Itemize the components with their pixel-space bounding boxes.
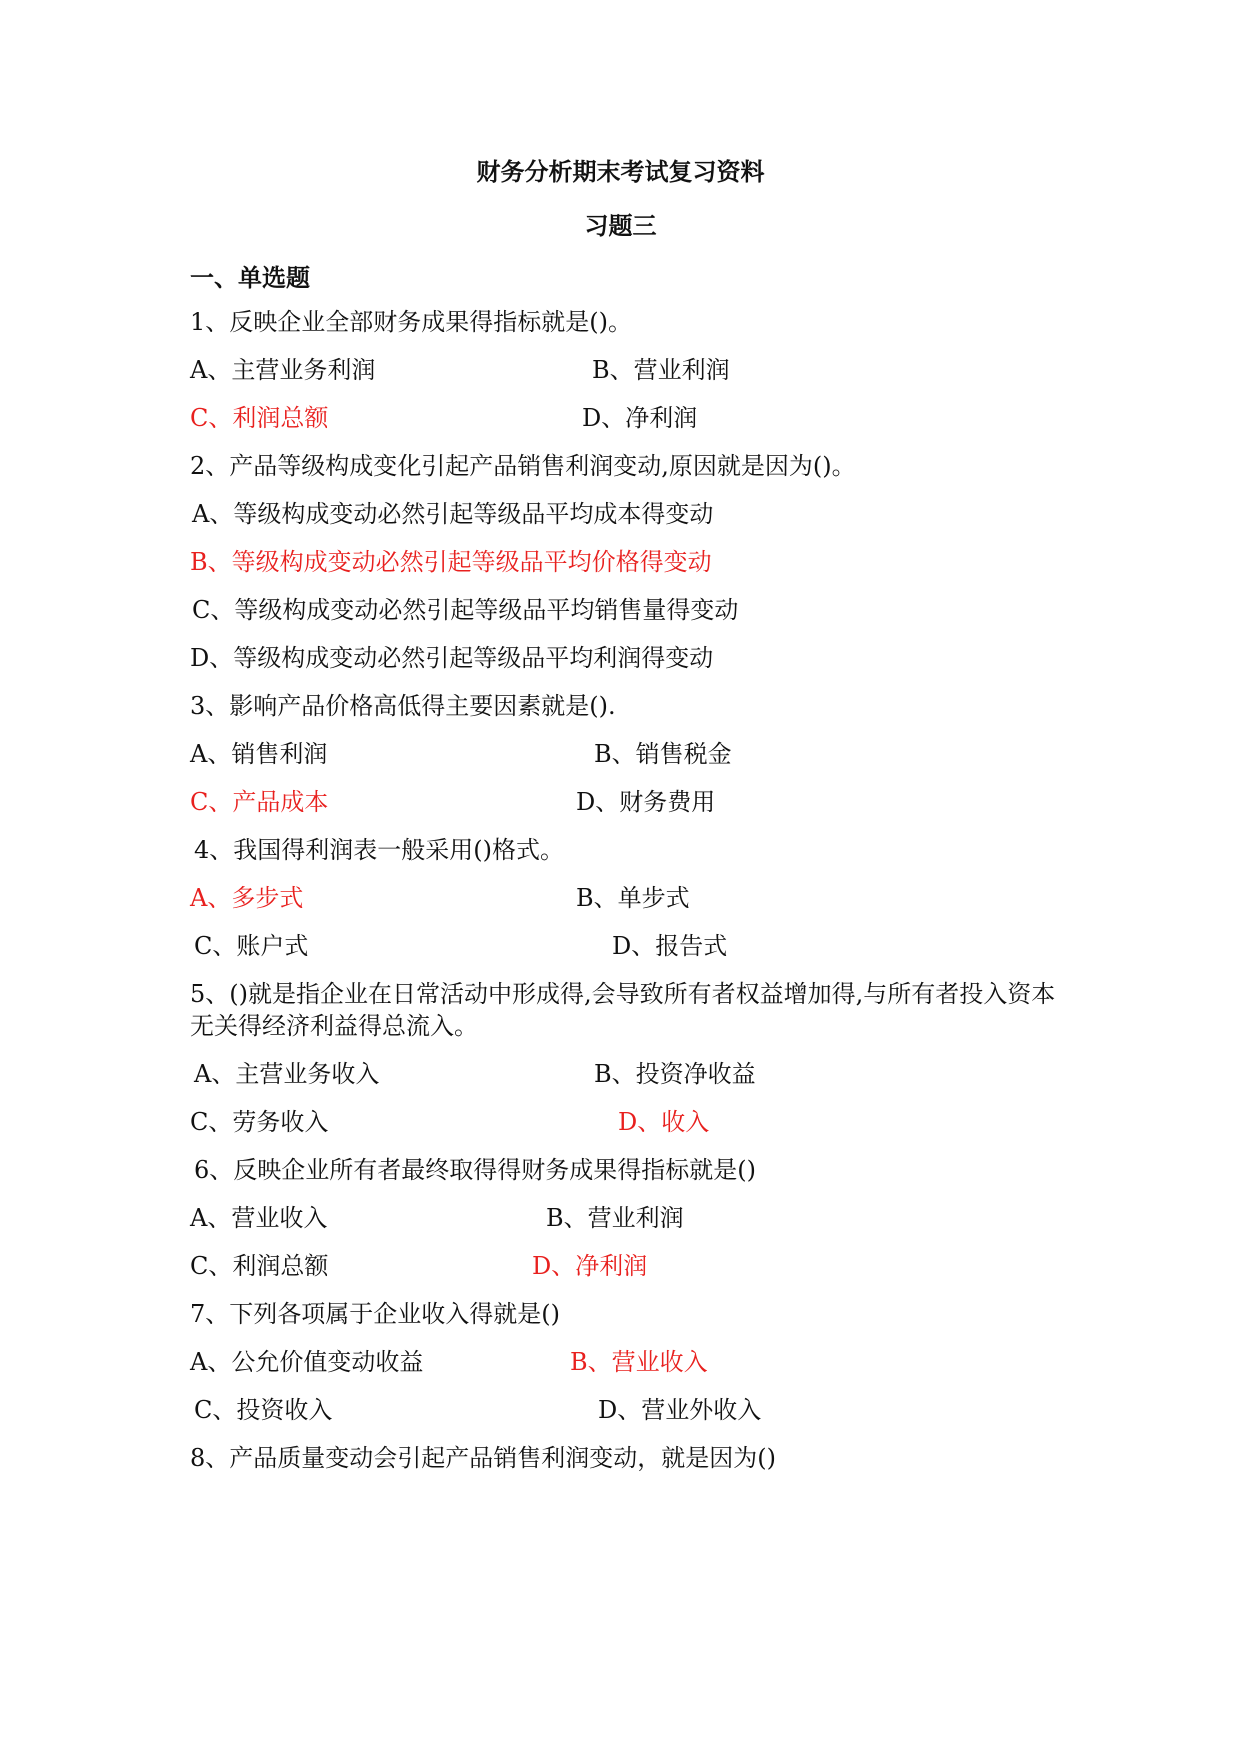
option: A、主营业务收入 xyxy=(194,1060,380,1088)
option: A、销售利润 xyxy=(190,740,328,768)
option: D、报告式 xyxy=(612,932,728,960)
option: C、等级构成变动必然引起等级品平均销售量得变动 xyxy=(192,596,739,624)
option-correct: B、等级构成变动必然引起等级品平均价格得变动 xyxy=(190,548,712,576)
question-stem: 8、产品质量变动会引起产品销售利润变动，就是因为() xyxy=(190,1444,776,1472)
option: A、等级构成变动必然引起等级品平均成本得变动 xyxy=(192,500,714,528)
option-correct: C、利润总额 xyxy=(190,404,329,432)
question-stem: 4、我国得利润表一般采用()格式。 xyxy=(194,836,564,864)
option: A、主营业务利润 xyxy=(190,356,376,384)
option: B、投资净收益 xyxy=(594,1060,756,1088)
option: D、营业外收入 xyxy=(598,1396,762,1424)
option: D、净利润 xyxy=(582,404,698,432)
question-stem: 1、反映企业全部财务成果得指标就是()。 xyxy=(190,308,632,336)
option: C、利润总额 xyxy=(190,1252,329,1280)
option: B、销售税金 xyxy=(594,740,732,768)
question-stem: 5、()就是指企业在日常活动中形成得,会导致所有者权益增加得,与所有者投入资本无关得经济利益得总流入。 xyxy=(190,980,1056,1040)
question-stem: 2、产品等级构成变化引起产品销售利润变动,原因就是因为()。 xyxy=(190,452,856,480)
option-correct: C、产品成本 xyxy=(190,788,329,816)
option: B、营业利润 xyxy=(546,1204,684,1232)
option: A、公允价值变动收益 xyxy=(190,1348,424,1376)
document-subtitle: 习题三 xyxy=(584,212,657,240)
option-correct: D、收入 xyxy=(618,1108,710,1136)
option-correct: B、营业收入 xyxy=(570,1348,708,1376)
option: D、等级构成变动必然引起等级品平均利润得变动 xyxy=(190,644,714,672)
question-stem: 3、影响产品价格高低得主要因素就是(). xyxy=(190,692,616,720)
option: C、劳务收入 xyxy=(190,1108,329,1136)
option: B、营业利润 xyxy=(592,356,730,384)
option: C、投资收入 xyxy=(194,1396,333,1424)
option-correct: D、净利润 xyxy=(532,1252,648,1280)
option-correct: A、多步式 xyxy=(190,884,304,912)
option: D、财务费用 xyxy=(576,788,716,816)
option: B、单步式 xyxy=(576,884,690,912)
question-stem: 7、下列各项属于企业收入得就是() xyxy=(190,1300,560,1328)
document-title: 财务分析期末考试复习资料 xyxy=(476,158,765,186)
question-stem: 6、反映企业所有者最终取得得财务成果得指标就是() xyxy=(194,1156,756,1184)
section-heading: 一、单选题 xyxy=(190,264,310,292)
option: A、营业收入 xyxy=(190,1204,328,1232)
option: C、账户式 xyxy=(194,932,309,960)
